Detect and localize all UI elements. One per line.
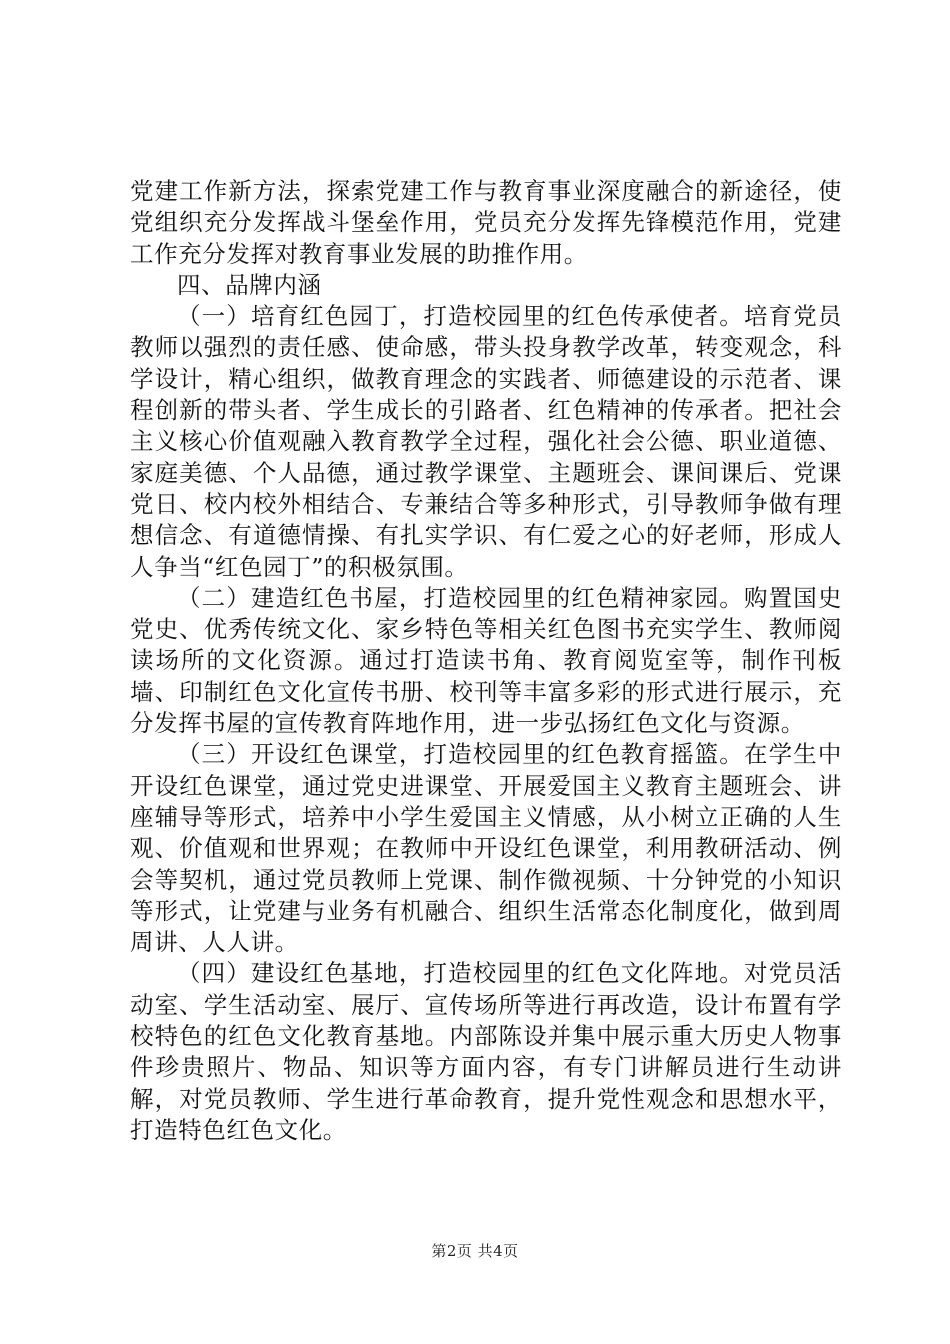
page-footer — [0, 1241, 950, 1261]
page-number-label: 第2页 共4页 — [431, 1242, 519, 1260]
document-body — [130, 176, 842, 1146]
body-paragraph-red-gardener: （一）培育红色园丁，打造校园里的红色传承使者。培育党员教师以强烈的责任感、使命感，带头投身教学改革，转变观念，科学设计，精心组织，做教育理念的实践者、师德建设的示范者、课程创新的带头者、学生成长的引路者、红色精神的传承者。把社会主义核心价值观融入教育教学全过程，强化社会公德、职业道德、家庭美德、个人品德，通过教学课堂、主题班会、课间课后、党课党日、校内校外相结合、专兼结合等多种形式，引导教师争做有理想信念、有道德情操、有扎实学识、有仁爱之心的好老师，形成人人争当“红色园丁”的积极氛围。 — [130, 302, 842, 581]
body-paragraph-red-classroom: （三）开设红色课堂，打造校园里的红色教育摇篮。在学生中开设红色课堂，通过党史进课堂、开展爱国主义教育主题班会、讲座辅导等形式，培养中小学生爱国主义情感，从小树立正确的人生观、价值观和世界观；在教师中开设红色课堂，利用教研活动、例会等契机，通过党员教师上党课、制作微视频、十分钟党的小知识等形式，让党建与业务有机融合、组织生活常态化制度化，做到周周讲、人人讲。 — [130, 740, 842, 957]
body-paragraph-red-bookhouse: （二）建造红色书屋，打造校园里的红色精神家园。购置国史党史、优秀传统文化、家乡特色等相关红色图书充实学生、教师阅读场所的文化资源。通过打造读书角、教育阅览室等，制作刊板墙、印制红色文化宣传书册、校刊等丰富多彩的形式进行展示，充分发挥书屋的宣传教育阵地作用，进一步弘扬红色文化与资源。 — [130, 583, 842, 738]
section-heading-brand-connotation: 四、品牌内涵 — [177, 270, 322, 299]
body-paragraph-red-base: （四）建设红色基地，打造校园里的红色文化阵地。对党员活动室、学生活动室、展厅、宣传场所等进行再改造，设计布置有学校特色的红色文化教育基地。内部陈设并集中展示重大历史人物事件珍贵照片、物品、知识等方面内容，有专门讲解员进行生动讲解，对党员教师、学生进行革命教育，提升党性观念和思想水平，打造特色红色文化。 — [130, 959, 842, 1144]
body-paragraph-continuation: 党建工作新方法，探索党建工作与教育事业深度融合的新途径，使党组织充分发挥战斗堡垒作用，党员充分发挥先锋模范作用，党建工作充分发挥对教育事业发展的助推作用。 — [130, 177, 842, 268]
